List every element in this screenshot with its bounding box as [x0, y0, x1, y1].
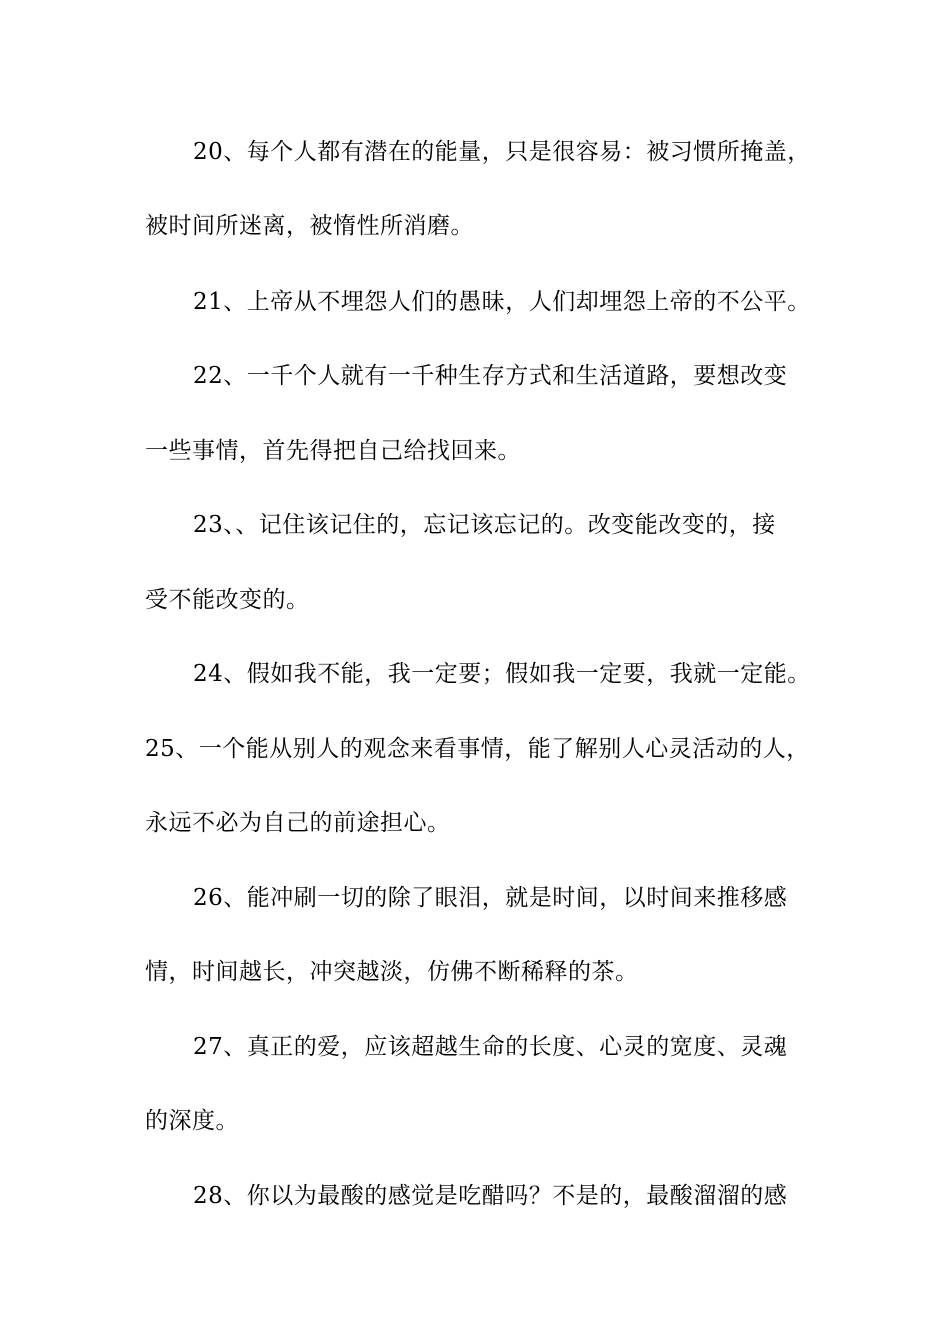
quote-23-line-2: 受不能改变的。 [145, 587, 310, 613]
quote-23-line-1: 23、、记住该记住的，忘记该忘记的。改变能改变的，接 [193, 512, 776, 538]
quote-26-line-2: 情，时间越长，冲突越淡，仿佛不断稀释的茶。 [145, 959, 639, 985]
quote-21-line-1: 21、上帝从不埋怨人们的愚昧，人们却埋怨上帝的不公平。 [193, 289, 811, 315]
quote-25-line-1: 25、一个能从别人的观念来看事情，能了解别人心灵活动的人， [145, 736, 810, 762]
quote-20-line-2: 被时间所迷离，被惰性所消磨。 [145, 213, 474, 239]
quote-24-line-1: 24、假如我不能，我一定要；假如我一定要，我就一定能。 [193, 661, 811, 687]
quote-20-line-1: 20、每个人都有潜在的能量，只是很容易：被习惯所掩盖， [193, 139, 811, 165]
quote-22-line-2: 一些事情，首先得把自己给找回来。 [145, 438, 521, 464]
quote-25-line-2: 永远不必为自己的前途担心。 [145, 810, 451, 836]
quote-22-line-1: 22、一千个人就有一千种生存方式和生活道路，要想改变 [193, 363, 788, 389]
quote-27-line-1: 27、真正的爱，应该超越生命的长度、心灵的宽度、灵魂 [193, 1034, 788, 1060]
quote-27-line-2: 的深度。 [145, 1108, 239, 1134]
quote-26-line-1: 26、能冲刷一切的除了眼泪，就是时间，以时间来推移感 [193, 885, 788, 911]
quote-28-line-1: 28、你以为最酸的感觉是吃醋吗？不是的，最酸溜溜的感 [193, 1183, 788, 1209]
